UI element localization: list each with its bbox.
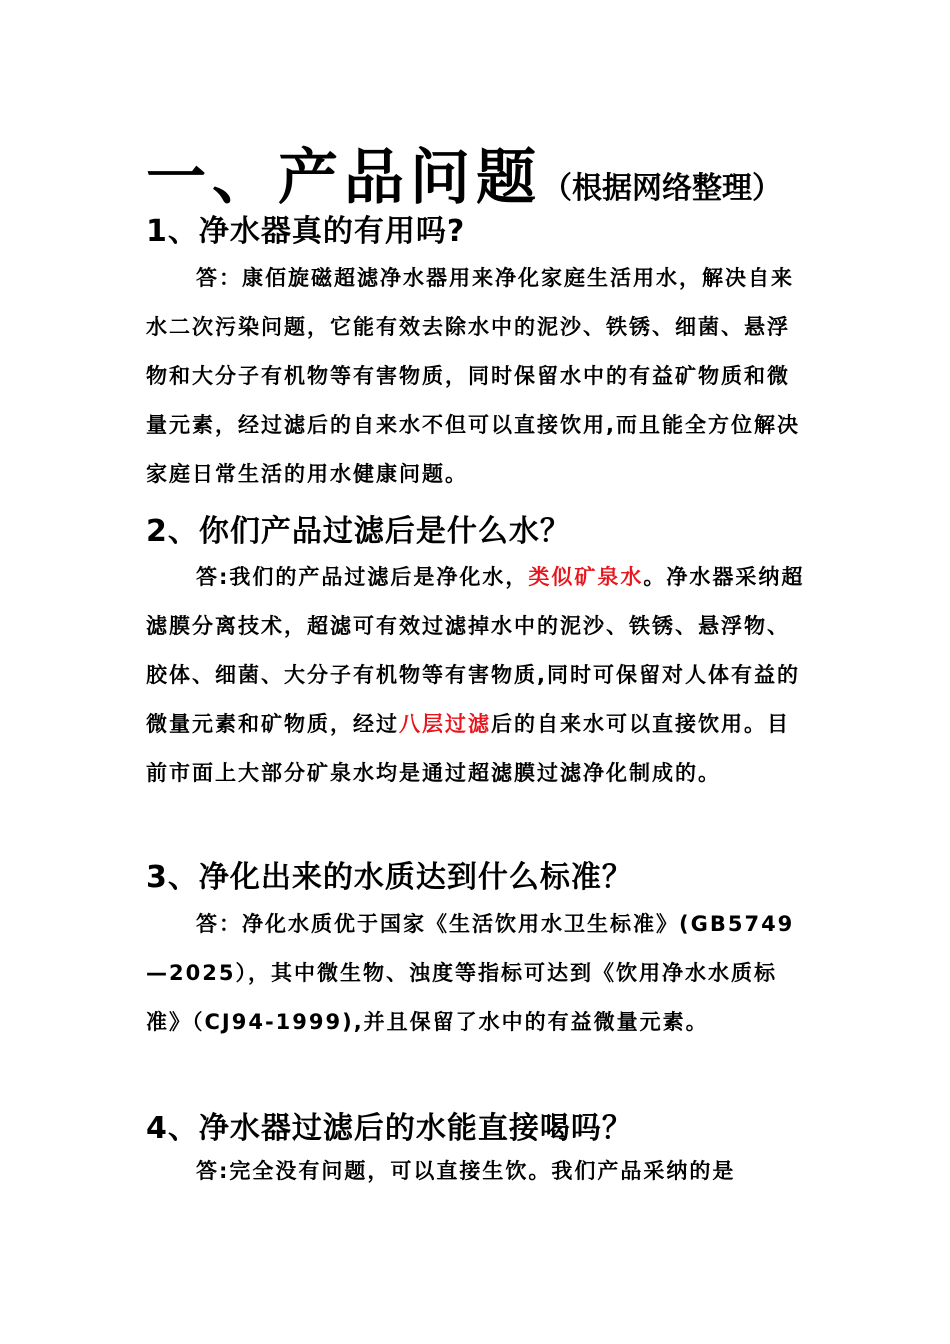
page-title (146, 130, 782, 216)
question-heading-1: 1、净水器真的有用吗? (146, 214, 466, 249)
answer-paragraph-1: 答：康佰旋磁超滤净水器用来净化家庭生活用水，解决自来水二次污染问题，它能有效去除水中的泥沙、铁锈、细菌、悬浮物和大分子有机物等有害物质，同时保留水中的有益矿物质和微量元素，经过滤后的自来水不但可以直接饮用,而且能全方位解决家庭日常生活的用水健康问题。 (146, 266, 800, 486)
answer-2-highlight-eight-layer-filter: 八层过滤 (399, 712, 491, 736)
answer-2-text-c: 后的自来水可以直接饮用。目前市面上大部分矿泉水均是通过超滤膜过滤净化制成的。 (146, 712, 790, 785)
question-heading-2: 2、你们产品过滤后是什么水？ (146, 514, 571, 549)
answer-2-text-a: 答:我们的产品过滤后是净化水， (196, 565, 529, 589)
page-title-subtitle: （根据网络整理） (542, 171, 782, 206)
question-heading-3: 3、净化出来的水质达到什么标准？ (146, 860, 633, 895)
answer-paragraph-4: 答:完全没有问题，可以直接生饮。我们产品采纳的是 (196, 1159, 736, 1183)
answer-paragraph-2 (146, 553, 806, 798)
page-title-main: 一、产品问题 (146, 143, 542, 213)
question-heading-4: 4、净水器过滤后的水能直接喝吗？ (146, 1111, 633, 1146)
answer-paragraph-3: 答：净化水质优于国家《生活饮用水卫生标准》(GB5749—2025），其中微生物、浊度等指标可达到《饮用净水水质标准》（CJ94-1999),并且保留了水中的有益微量元素。 (146, 912, 795, 1034)
answer-2-text-b: 。净水器采纳超滤膜分离技术，超滤可有效过滤掉水中的泥沙、铁锈、悬浮物、胶体、细菌、大分子有机物等有害物质,同时可保留对人体有益的微量元素和矿物质，经过 (146, 565, 805, 736)
answer-2-highlight-mineral-water: 类似矿泉水 (528, 565, 644, 589)
